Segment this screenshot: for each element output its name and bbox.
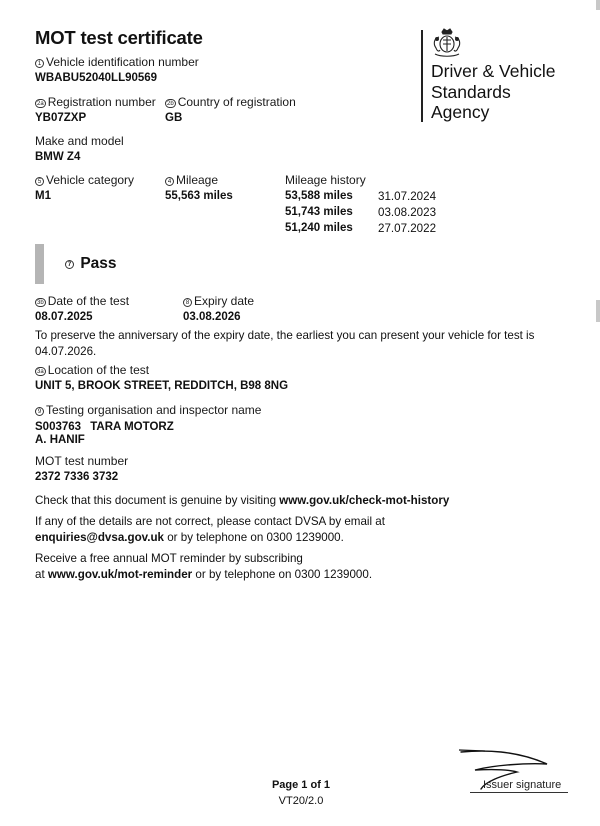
registration-label [35, 95, 156, 109]
result-bar [35, 244, 44, 284]
test-number-label: MOT test number [35, 454, 129, 468]
test-date-label-text: Date of the test [47, 294, 130, 308]
signature-line [470, 792, 568, 793]
issuer-signature-label: Issuer signature [483, 779, 562, 791]
field-number-badge: 7 [65, 260, 74, 269]
organisation-code: S003763 [35, 421, 82, 433]
expiry-label-text: Expiry date [194, 294, 255, 308]
category-label-text: Vehicle category [46, 173, 135, 187]
expiry-value: 03.08.2026 [183, 311, 241, 323]
mileage-label [165, 173, 218, 187]
mileage-label-text: Mileage [176, 173, 219, 187]
contact-note [35, 514, 385, 546]
agency-name [431, 61, 556, 123]
check-note [35, 493, 449, 509]
anniversary-note [35, 328, 575, 360]
inspector-name: A. HANIF [35, 434, 85, 446]
mileage-history-label: Mileage history [285, 173, 366, 187]
organisation-name: TARA MOTORZ [90, 421, 174, 433]
vin-label [35, 55, 199, 69]
agency-name-line3: Agency [431, 102, 490, 122]
contact-note-line1: If any of the details are not correct, please contact DVSA by email at [35, 515, 385, 528]
history-miles: 51,743 miles [285, 206, 353, 218]
history-date: 03.08.2023 [378, 206, 437, 219]
vin-value: WBABU52040LL90569 [35, 72, 158, 84]
anniversary-note-line1: To preserve the anniversary of the expiry date, the earliest you can present your vehicle for test is [35, 329, 535, 342]
royal-crest-icon [429, 28, 465, 58]
make-model-label: Make and model [35, 134, 124, 148]
field-number-badge: 4 [165, 177, 174, 186]
make-model-value: BMW Z4 [35, 151, 81, 163]
category-label [35, 173, 134, 187]
vin-label-text: Vehicle identification number [46, 55, 199, 69]
location-value: UNIT 5, BROOK STREET, REDDITCH, B98 8NG [35, 380, 289, 392]
contact-note-line2 [35, 530, 385, 546]
agency-name-line1: Driver & Vehicle [431, 61, 556, 81]
mileage-history-row [285, 190, 465, 206]
field-number-badge: 2a [37, 101, 44, 107]
mileage-history-row [285, 206, 465, 222]
test-number-value: 2372 7336 3732 [35, 471, 119, 483]
mot-reminder-link[interactable]: www.gov.uk/mot-reminder [47, 568, 193, 581]
history-miles: 51,240 miles [285, 222, 353, 234]
registration-value: YB07ZXP [35, 112, 87, 124]
page-title: MOT test certificate [35, 27, 203, 48]
field-number-badge: 3a [37, 369, 44, 375]
test-result-value: Pass [80, 255, 117, 272]
agency-name-line2: Standards [431, 81, 511, 102]
field-number-badge: 3b [37, 300, 44, 306]
history-date: 27.07.2022 [378, 222, 437, 235]
test-result [65, 255, 117, 273]
reminder-note-line1: Receive a free annual MOT reminder by subscribing [35, 552, 303, 565]
scan-edge-mark [596, 0, 600, 10]
reminder-prefix: at [35, 568, 48, 581]
registration-label-text: Registration number [47, 95, 156, 109]
category-value: M1 [35, 190, 51, 202]
location-label [35, 363, 149, 377]
country-label-text: Country of registration [177, 95, 296, 109]
check-note-text: Check that this document is genuine by visiting [35, 494, 280, 507]
check-mot-history-link[interactable]: www.gov.uk/check-mot-history [279, 494, 450, 507]
reminder-note-line2 [35, 567, 372, 583]
reminder-note [35, 551, 372, 583]
location-label-text: Location of the test [47, 363, 150, 377]
field-number-badge: 1 [35, 59, 44, 68]
history-date: 31.07.2024 [378, 190, 437, 203]
field-number-badge: 2b [167, 101, 174, 107]
reminder-phone-text: or by telephone on 0300 1239000. [192, 568, 373, 581]
expiry-label [183, 294, 254, 308]
organisation-value [35, 421, 174, 433]
page-number: Page 1 of 1 [271, 779, 331, 791]
mileage-value: 55,563 miles [165, 190, 233, 202]
country-label [165, 95, 296, 109]
anniversary-note-line2: 04.07.2026. [35, 345, 97, 358]
organisation-label [35, 403, 261, 417]
contact-phone-text: or by telephone on 0300 1239000. [164, 531, 344, 544]
mileage-history-row [285, 222, 465, 238]
form-code: VT20/2.0 [278, 795, 324, 807]
history-miles: 53,588 miles [285, 190, 353, 202]
organisation-label-text: Testing organisation and inspector name [46, 403, 262, 417]
test-date-value: 08.07.2025 [35, 311, 93, 323]
field-number-badge: 8 [183, 298, 192, 307]
mileage-history-list [285, 190, 465, 238]
test-date-label [35, 294, 129, 308]
field-number-badge: 5 [35, 177, 44, 186]
scan-edge-mark [596, 300, 600, 322]
country-value: GB [165, 112, 183, 124]
brand-divider [421, 30, 423, 122]
field-number-badge: 9 [35, 407, 44, 416]
dvsa-email-link[interactable]: enquiries@dvsa.gov.uk [35, 531, 164, 544]
